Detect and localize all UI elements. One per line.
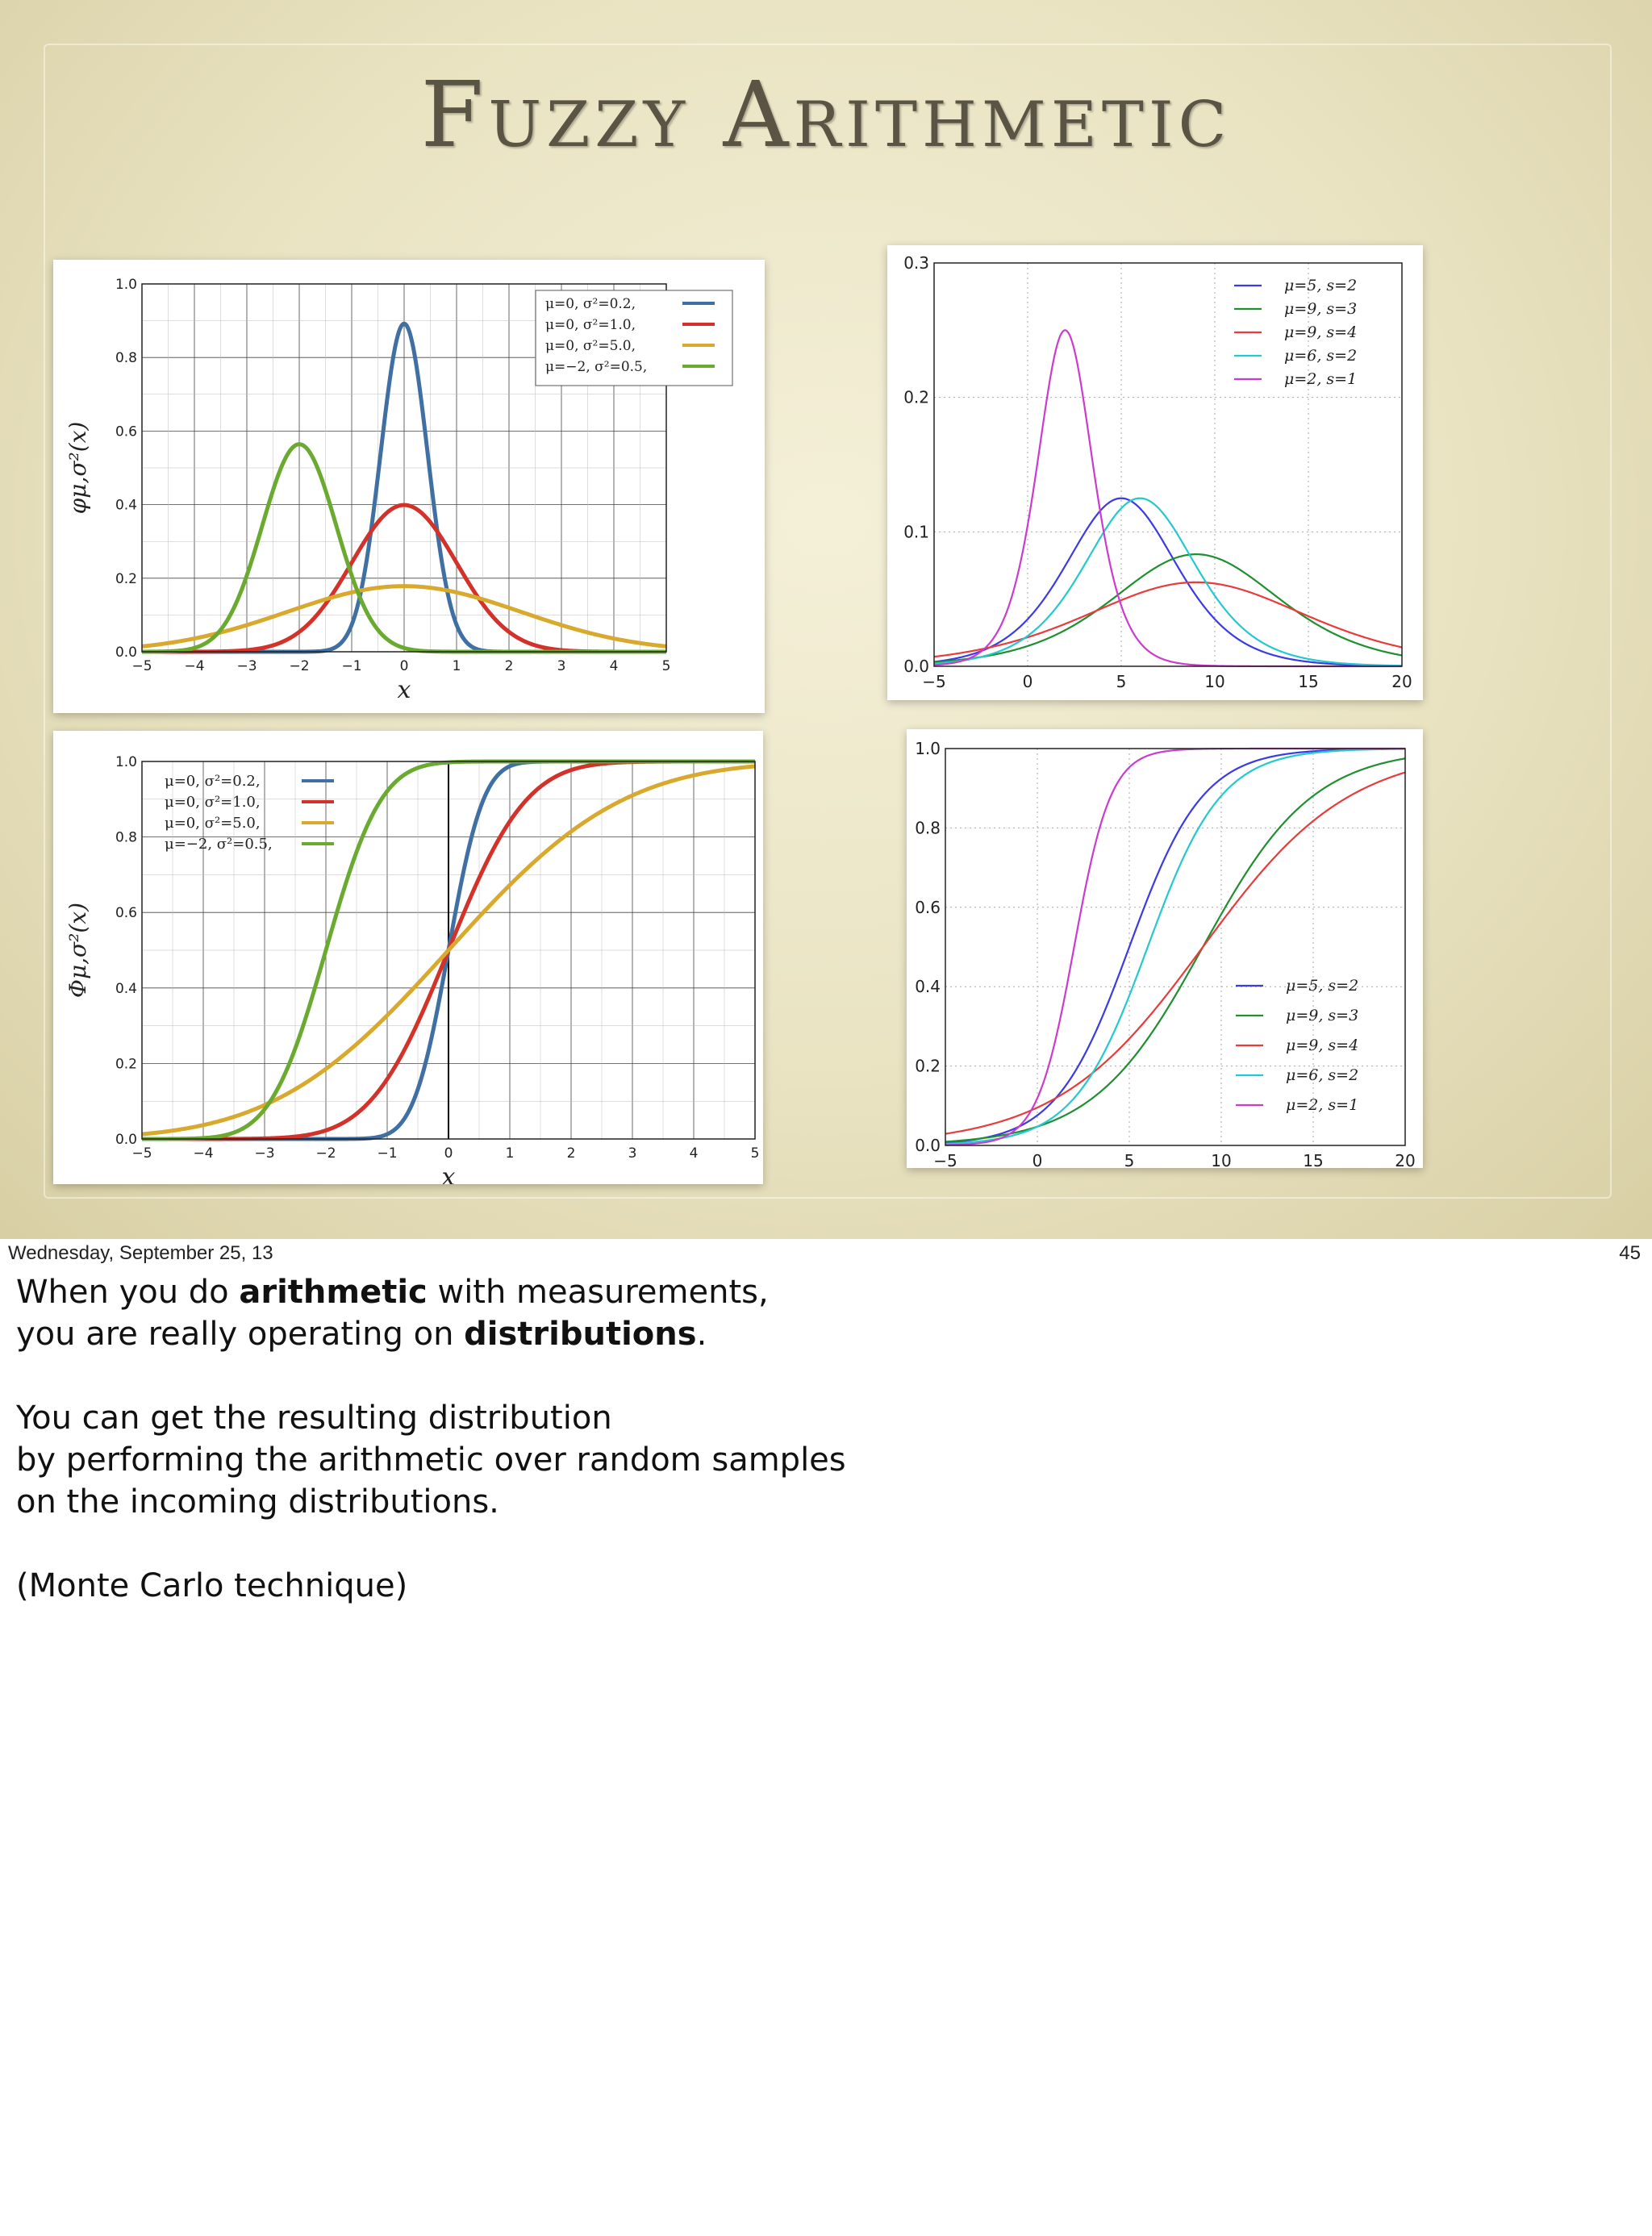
x-tick-label: −1 [341, 658, 362, 674]
y-tick-label: 1.0 [115, 276, 137, 293]
legend-label-4: μ=2, s=1 [1286, 1096, 1359, 1114]
x-tick-label: 5 [750, 1145, 760, 1162]
x-tick-label: 0 [444, 1145, 453, 1162]
x-tick-label: 0 [399, 658, 409, 674]
x-tick-label: 15 [1298, 672, 1319, 691]
y-tick-label: 0.0 [115, 1131, 137, 1148]
x-tick-label: 4 [689, 1145, 699, 1162]
y-tick-label: 0.8 [115, 350, 137, 367]
chart-normal-pdf [53, 260, 765, 713]
series-line-1 [934, 554, 1402, 662]
legend-label-2: μ=0, σ²=5.0, [165, 815, 261, 832]
y-tick-label: 0.1 [903, 522, 929, 542]
x-tick-label: 15 [1303, 1151, 1324, 1168]
series-line-1 [945, 758, 1405, 1141]
y-tick-label: 0.2 [115, 1056, 137, 1073]
y-tick-label: 0.4 [915, 977, 941, 997]
speaker-notes [16, 1271, 1307, 1607]
legend-label-0: μ=5, s=2 [1284, 277, 1358, 294]
y-tick-label: 0.2 [915, 1056, 941, 1076]
x-tick-label: −5 [131, 658, 152, 674]
x-tick-label: −2 [289, 658, 310, 674]
legend-label-3: μ=−2, σ²=0.5, [165, 836, 273, 853]
x-tick-label: −5 [933, 1151, 957, 1168]
x-tick-label: −3 [254, 1145, 275, 1162]
x-tick-label: 1 [452, 658, 461, 674]
x-tick-label: 3 [628, 1145, 637, 1162]
y-tick-label: 0.6 [915, 897, 941, 917]
legend-label-1: μ=0, σ²=1.0, [165, 794, 261, 811]
legend-label-3: μ=6, s=2 [1286, 1066, 1359, 1084]
x-tick-label: 5 [1124, 1151, 1135, 1168]
plot-frame [945, 749, 1405, 1145]
x-tick-label: −4 [193, 1145, 214, 1162]
notes-bold-distributions: distributions [464, 1316, 697, 1353]
x-tick-label: −3 [236, 658, 257, 674]
y-tick-label: 0.3 [903, 253, 929, 273]
y-tick-label: 0.6 [115, 423, 137, 440]
chart-normal-cdf [53, 731, 763, 1184]
notes-text: When you do [16, 1274, 240, 1311]
legend-label-1: μ=9, s=3 [1286, 1007, 1359, 1024]
x-tick-label: 20 [1391, 672, 1412, 691]
notes-text: you are really operating on [16, 1316, 465, 1353]
notes-line-3: You can get the resulting distribution [16, 1400, 612, 1437]
notes-gap [16, 1355, 1307, 1397]
x-tick-label: 10 [1211, 1151, 1232, 1168]
series-line-0 [934, 499, 1402, 666]
y-tick-label: 0.6 [115, 905, 137, 922]
notes-line-2 [16, 1313, 1307, 1355]
x-tick-label: 0 [1032, 1151, 1043, 1168]
y-axis-label: Φμ,σ²(x) [65, 902, 91, 999]
chart-logistic-pdf [887, 245, 1423, 700]
x-tick-label: 2 [504, 658, 514, 674]
notes-text: . [696, 1316, 707, 1353]
chart-logistic-cdf [907, 729, 1423, 1168]
series-line-4 [945, 749, 1405, 1145]
y-tick-label: 0.8 [915, 818, 941, 838]
y-tick-label: 0.0 [903, 657, 929, 676]
y-tick-label: 0.8 [115, 829, 137, 846]
x-tick-label: 1 [505, 1145, 515, 1162]
x-tick-label: 5 [661, 658, 671, 674]
notes-gap [16, 1523, 1307, 1565]
x-axis-label: x [397, 676, 411, 704]
legend-label-4: μ=2, s=1 [1284, 370, 1358, 388]
x-tick-label: 20 [1395, 1151, 1416, 1168]
series-line-3 [945, 749, 1405, 1144]
legend-label-2: μ=9, s=4 [1284, 323, 1358, 341]
series-line-3 [934, 499, 1402, 666]
y-tick-label: 0.4 [115, 980, 137, 997]
x-tick-label: −4 [184, 658, 205, 674]
x-tick-label: −1 [377, 1145, 398, 1162]
y-tick-label: 0.2 [903, 387, 929, 407]
x-tick-label: 3 [557, 658, 566, 674]
legend-label-0: μ=0, σ²=0.2, [165, 773, 261, 790]
y-tick-label: 1.0 [915, 739, 941, 758]
x-tick-label: −5 [922, 672, 946, 691]
x-tick-label: 4 [609, 658, 619, 674]
y-tick-label: 1.0 [115, 753, 137, 770]
slide-number: 45 [1619, 1242, 1641, 1264]
x-tick-label: 0 [1022, 672, 1033, 691]
x-tick-label: 2 [566, 1145, 576, 1162]
notes-line-1 [16, 1271, 1307, 1313]
slide-title: Fuzzy Arithmetic [420, 63, 1232, 168]
notes-bold-arithmetic: arithmetic [239, 1274, 428, 1311]
notes-line-6: (Monte Carlo technique) [16, 1567, 408, 1604]
legend-label-1: μ=0, σ²=1.0, [545, 317, 636, 333]
x-axis-label: x [441, 1163, 456, 1184]
y-axis-label: φμ,σ²(x) [65, 421, 91, 515]
notes-text: with measurements, [427, 1274, 769, 1311]
x-tick-label: −5 [131, 1145, 152, 1162]
y-tick-label: 0.2 [115, 570, 137, 587]
y-tick-label: 0.0 [915, 1136, 941, 1155]
legend-label-3: μ=6, s=2 [1284, 347, 1358, 365]
legend-label-0: μ=5, s=2 [1286, 977, 1359, 995]
legend-label-1: μ=9, s=3 [1284, 300, 1358, 318]
legend-label-0: μ=0, σ²=0.2, [545, 296, 636, 312]
legend-label-3: μ=−2, σ²=0.5, [545, 359, 648, 375]
notes-line-4: by performing the arithmetic over random samples [16, 1441, 846, 1479]
x-tick-label: 5 [1116, 672, 1127, 691]
legend-label-2: μ=0, σ²=5.0, [545, 338, 636, 354]
legend-label-2: μ=9, s=4 [1286, 1037, 1359, 1054]
x-tick-label: 10 [1204, 672, 1225, 691]
slide-date: Wednesday, September 25, 13 [8, 1242, 273, 1264]
y-tick-label: 0.4 [115, 497, 137, 514]
y-tick-label: 0.0 [115, 644, 137, 661]
notes-line-5: on the incoming distributions. [16, 1483, 499, 1521]
x-tick-label: −2 [315, 1145, 336, 1162]
